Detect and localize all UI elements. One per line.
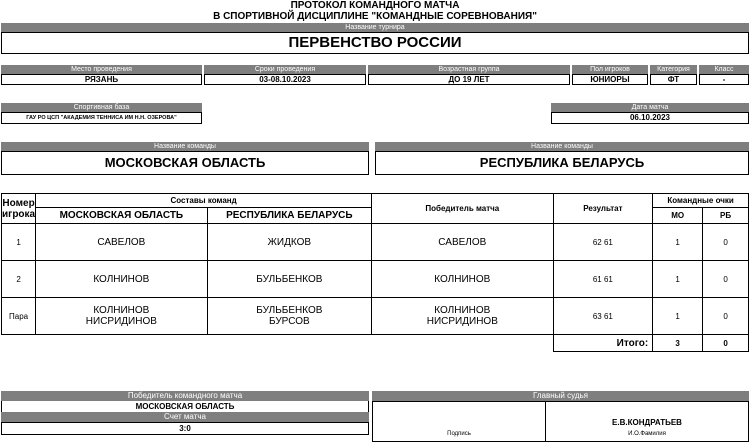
age-label: Возрастная группа: [368, 65, 570, 74]
row-number: 2: [2, 261, 36, 298]
table-row: [2, 298, 749, 335]
team1-label: Название команды: [1, 142, 369, 151]
match-result: 61 61: [553, 261, 653, 298]
protocol-title: ПРОТОКОЛ КОМАНДНОГО МАТЧА: [290, 0, 460, 11]
tournament-name: ПЕРВЕНСТВО РОССИИ: [1, 32, 749, 54]
referee-name-label: И.О.Фамилия: [628, 431, 666, 437]
roster-team2-header: РЕСПУБЛИКА БЕЛАРУСЬ: [207, 208, 372, 224]
category-value: ФТ: [650, 74, 697, 85]
points-team2-header: РБ: [703, 208, 749, 224]
match-date-value: 06.10.2023: [551, 112, 749, 124]
referee-name: Е.В.КОНДРАТЬЕВ: [612, 418, 682, 427]
venue-value: ГАУ РО ЦСП "АКАДЕМИЯ ТЕННИСА ИМ Н.Н. ОЗЕРОВА": [1, 112, 202, 124]
team1-player: КОЛНИНОВ: [36, 261, 207, 298]
player-number-header: Номер игрока: [2, 194, 36, 224]
points-team2: 0: [703, 298, 749, 335]
points-team1: 1: [653, 261, 703, 298]
team-points-header: Командные очки: [653, 194, 749, 208]
dates-value: 03-08.10.2023: [204, 74, 366, 85]
total-team1: 3: [653, 335, 703, 352]
signature-label: Подпись: [447, 431, 471, 437]
team1-pair: КОЛНИНОВ НИСРИДИНОВ: [36, 298, 207, 335]
match-result: 62 61: [553, 224, 653, 261]
results-table: [1, 193, 749, 352]
match-winner: КОЛНИНОВ НИСРИДИНОВ: [372, 298, 553, 335]
venue-label: Спортивная база: [1, 103, 202, 112]
points-team1: 1: [653, 298, 703, 335]
team1-player: САВЕЛОВ: [36, 224, 207, 261]
roster-team1-header: МОСКОВСКАЯ ОБЛАСТЬ: [36, 208, 207, 224]
protocol-subtitle: В СПОРТИВНОЙ ДИСЦИПЛИНЕ "КОМАНДНЫЕ СОРЕВНОВАНИЯ": [213, 11, 537, 22]
class-label: Класс: [699, 65, 749, 74]
tournament-label: Название турнира: [1, 23, 749, 32]
match-score: 3:0: [1, 422, 369, 435]
dates-label: Сроки проведения: [204, 65, 366, 74]
team-winner: МОСКОВСКАЯ ОБЛАСТЬ: [1, 401, 369, 412]
winner-header: Победитель матча: [372, 194, 553, 224]
result-header: Результат: [553, 194, 653, 224]
team-winner-label: Победитель командного матча: [1, 391, 369, 401]
category-label: Категория: [650, 65, 697, 74]
match-result: 63 61: [553, 298, 653, 335]
referee-box: [372, 401, 749, 442]
referee-label: Главный судья: [372, 391, 749, 401]
match-date-label: Дата матча: [551, 103, 749, 112]
gender-label: Пол игроков: [572, 65, 648, 74]
team1-name: МОСКОВСКАЯ ОБЛАСТЬ: [1, 151, 369, 175]
row-number: Пара: [2, 298, 36, 335]
match-winner: КОЛНИНОВ: [372, 261, 553, 298]
class-value: -: [699, 74, 749, 85]
row-number: 1: [2, 224, 36, 261]
match-score-label: Счет матча: [1, 412, 369, 422]
age-value: ДО 19 ЛЕТ: [368, 74, 570, 85]
team2-player: ЖИДКОВ: [207, 224, 372, 261]
place-value: РЯЗАНЬ: [1, 74, 202, 85]
points-team2: 0: [703, 261, 749, 298]
table-row: [2, 224, 749, 261]
points-team1: 1: [653, 224, 703, 261]
team2-name: РЕСПУБЛИКА БЕЛАРУСЬ: [375, 151, 749, 175]
gender-value: ЮНИОРЫ: [572, 74, 648, 85]
total-label: Итого:: [553, 335, 653, 352]
team2-player: БУЛЬБЕНКОВ: [207, 261, 372, 298]
match-winner: САВЕЛОВ: [372, 224, 553, 261]
total-team2: 0: [703, 335, 749, 352]
place-label: Место проведения: [1, 65, 202, 74]
rosters-header: Составы команд: [36, 194, 372, 208]
team2-pair: БУЛЬБЕНКОВ БУРСОВ: [207, 298, 372, 335]
points-team2: 0: [703, 224, 749, 261]
team2-label: Название команды: [375, 142, 749, 151]
points-team1-header: МО: [653, 208, 703, 224]
table-row: [2, 261, 749, 298]
